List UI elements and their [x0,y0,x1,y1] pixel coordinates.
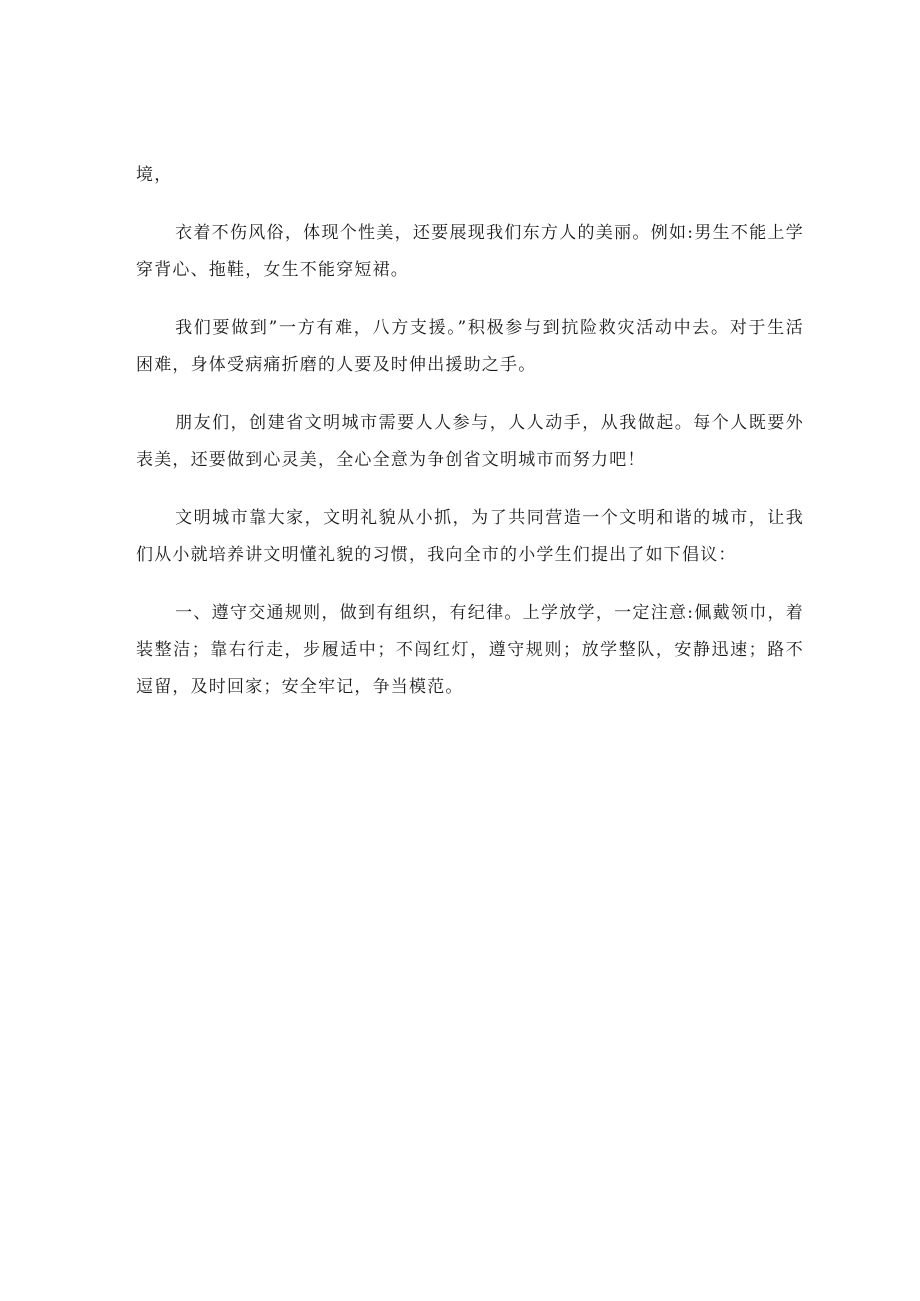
paragraph-traffic-rules: 一、遵守交通规则，做到有组织，有纪律。上学放学，一定注意:佩戴领巾，着装整洁；靠右行走，步履适中；不闯红灯，遵守规则；放学整队，安静迅速；路不逗留，及时回家；安全牢记，争当模范。 [136,603,804,697]
paragraph-friends-appeal: 朋友们，创建省文明城市需要人人参与，人人动手，从我做起。每个人既要外表美，还要做到心灵美，全心全意为争创省文明城市而努力吧！ [136,413,804,470]
document-page [136,157,804,727]
paragraph-continuation: 境， [136,165,173,185]
paragraph-proposal-intro: 文明城市靠大家，文明礼貌从小抓，为了共同营造一个文明和谐的城市，让我们从小就培养讲文明懂礼貌的习惯，我向全市的小学生们提出了如下倡议： [136,508,804,565]
paragraph-dress-code: 衣着不伤风俗，体现个性美，还要展现我们东方人的美丽。例如:男生不能上学穿背心、拖鞋，女生不能穿短裙。 [136,223,804,280]
paragraph-disaster-relief: 我们要做到”一方有难，八方支援。”积极参与到抗险救灾活动中去。对于生活困难，身体受病痛折磨的人要及时伸出援助之手。 [136,318,804,375]
